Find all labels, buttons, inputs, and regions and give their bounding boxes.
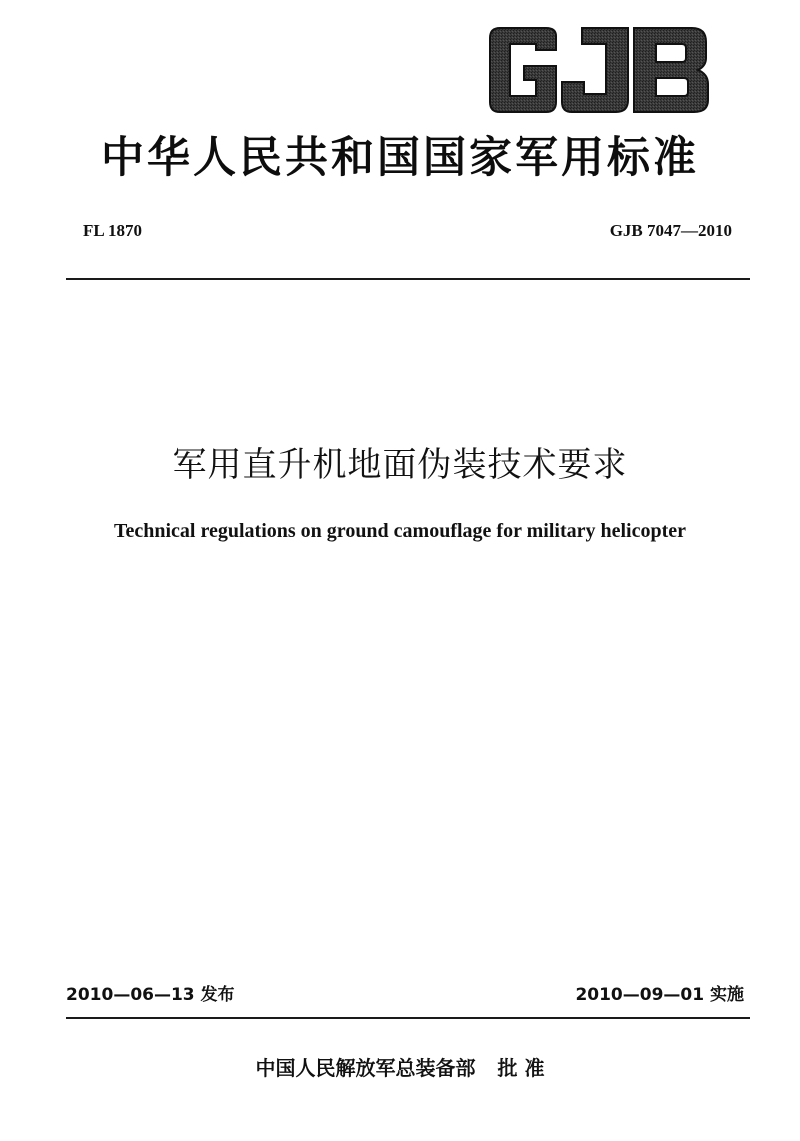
gjb-logo [486,24,712,116]
footer-divider [66,1017,750,1019]
logo-letter-j [562,28,628,112]
header-divider [66,278,750,280]
document-title-english: Technical regulations on ground camouflage for military helicopter [113,520,687,542]
logo-letter-b [634,28,708,112]
document-title-chinese: 军用直升机地面伪装技术要求 [172,445,628,485]
issuer-action: 批 准 [497,1056,545,1080]
classification-code: FL 1870 [83,221,143,240]
issue-date: 2010—06—13 发布 [66,985,235,1005]
effective-date: 2010—09—01 实施 [575,985,744,1005]
issuing-authority [0,1053,800,1083]
issuer-name: 中国人民解放军总装备部 [255,1056,476,1080]
standard-number: GJB 7047—2010 [609,221,732,240]
logo-letter-g [490,28,556,112]
standard-type-heading: 中华人民共和国国家军用标准 [101,133,699,183]
